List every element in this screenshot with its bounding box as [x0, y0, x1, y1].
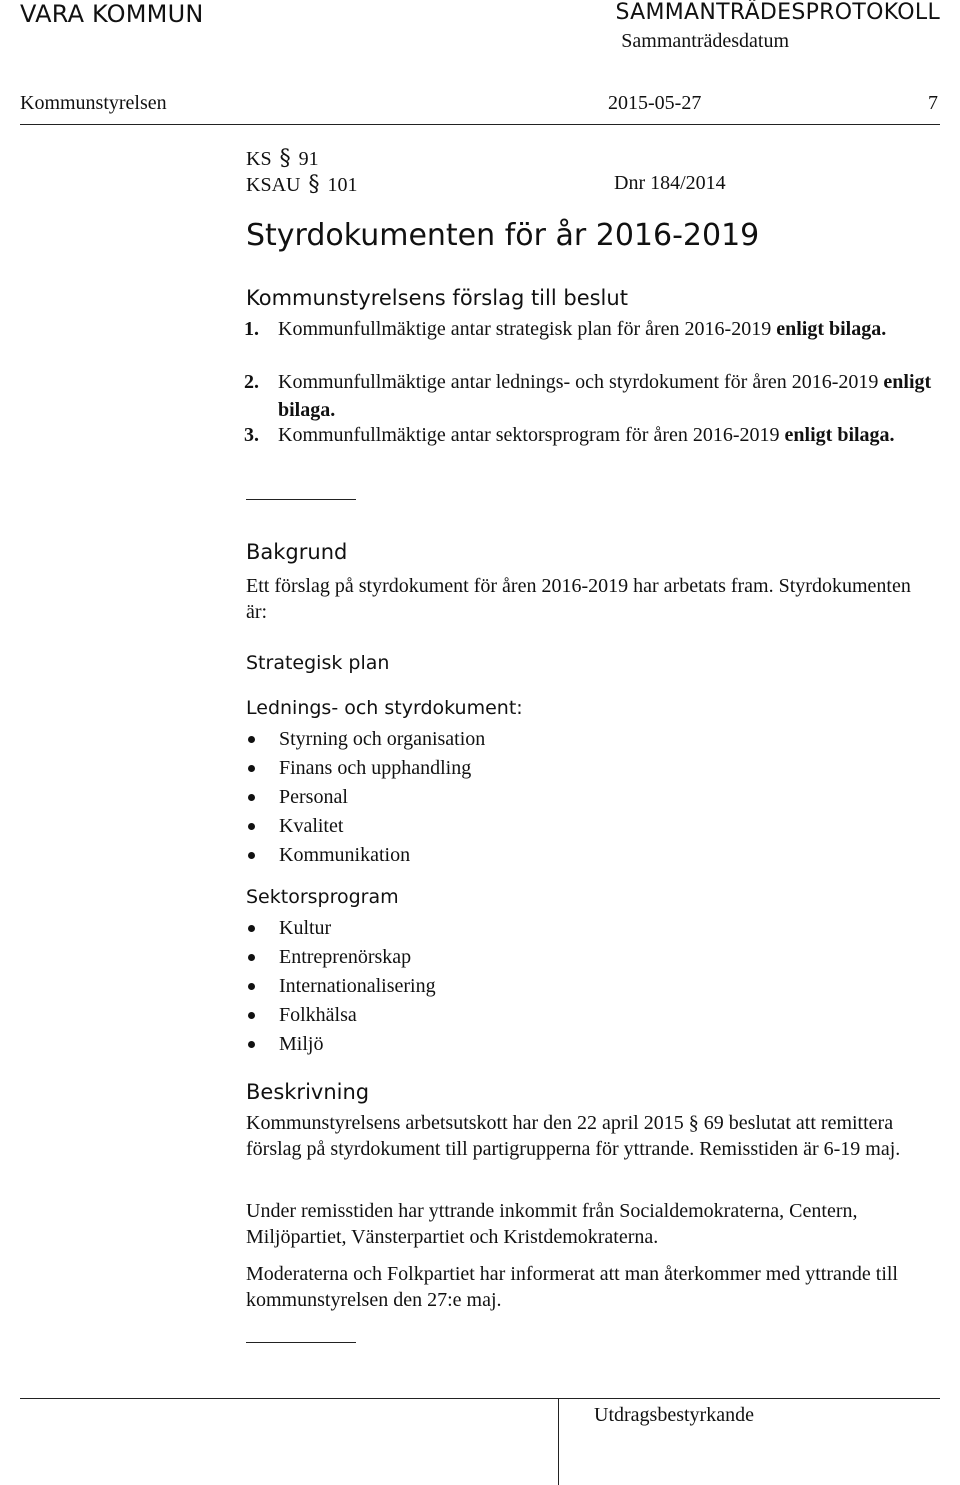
strategic-plan-heading: Strategisk plan: [246, 652, 390, 674]
bullet-icon: [248, 765, 255, 772]
list-item: [246, 725, 485, 754]
list-item: [246, 812, 485, 841]
proposal-item-text: Kommunfullmäktige antar lednings- och styrdokument för åren 2016-2019: [278, 371, 884, 393]
paragraph-sign: §: [308, 172, 320, 197]
proposal-item-bold: enligt bilaga.: [776, 318, 887, 340]
bullet-icon: [248, 954, 255, 961]
proposal-item: [244, 315, 938, 343]
list-item: [246, 972, 436, 1001]
meeting-date-label: Sammanträdesdatum: [621, 30, 789, 52]
list-item: [246, 1001, 436, 1030]
list-item-label: Personal: [279, 786, 348, 808]
ks-reference: [246, 146, 319, 171]
list-item: [246, 1030, 436, 1059]
paragraph-sign: §: [279, 146, 291, 171]
list-item-label: Miljö: [279, 1033, 324, 1055]
proposal-item-bold: enligt bilaga.: [278, 371, 932, 421]
list-item: [246, 914, 436, 943]
organization-name: VARA KOMMUN: [20, 0, 204, 28]
list-item: [246, 841, 485, 870]
ksau-label: KSAU: [246, 174, 301, 196]
list-item: [246, 943, 436, 972]
page-number: 7: [928, 92, 938, 114]
list-item-label: Finans och upphandling: [279, 757, 472, 779]
proposal-item-text: Kommunfullmäktige antar sektorsprogram för åren 2016-2019: [278, 424, 785, 446]
committee-name: Kommunstyrelsen: [20, 92, 167, 114]
ks-number: 91: [298, 148, 319, 170]
list-item: [246, 783, 485, 812]
list-item-label: Entreprenörskap: [279, 946, 412, 968]
bullet-icon: [248, 1041, 255, 1048]
ks-label: KS: [246, 148, 272, 170]
list-item: [246, 754, 485, 783]
proposal-item-text: Kommunfullmäktige antar strategisk plan för åren 2016-2019: [278, 318, 777, 340]
description-paragraph: Moderaterna och Folkpartiet har informerat att man återkommer med yttrande till kommunstyrelsen den 27:e maj.: [246, 1263, 898, 1311]
footer-divider: [20, 1398, 940, 1399]
bullet-icon: [248, 925, 255, 932]
list-item-label: Internationalisering: [279, 975, 436, 997]
signature-label: Utdragsbestyrkande: [594, 1404, 754, 1426]
ksau-number: 101: [327, 174, 358, 196]
proposal-heading: Kommunstyrelsens förslag till beslut: [246, 286, 628, 310]
background-text: Ett förslag på styrdokument för åren 2016-2019 har arbetats fram. Styrdokumenten är:: [246, 575, 911, 623]
list-item-label: Styrning och organisation: [279, 728, 486, 750]
proposal-item-bold: enligt bilaga.: [784, 424, 895, 446]
list-item-label: Kvalitet: [279, 815, 344, 837]
list-item-label: Kultur: [279, 917, 332, 939]
bullet-icon: [248, 983, 255, 990]
proposal-item: [244, 421, 938, 449]
bullet-icon: [248, 823, 255, 830]
proposal-item-number: 2.: [244, 371, 259, 393]
proposal-item-number: 3.: [244, 424, 259, 446]
document-type: SAMMANTRÄDESPROTOKOLL: [615, 0, 940, 25]
section-divider: [246, 499, 356, 500]
page-title: Styrdokumenten för år 2016-2019: [246, 218, 760, 253]
meeting-date: 2015-05-27: [608, 92, 702, 114]
bullet-icon: [248, 794, 255, 801]
header-divider: [20, 124, 940, 125]
diary-number: Dnr 184/2014: [614, 172, 726, 194]
list-item-label: Folkhälsa: [279, 1004, 357, 1026]
sector-list: [246, 914, 436, 1059]
description-paragraph: Under remisstiden har yttrande inkommit från Socialdemokraterna, Centern, Miljöpartiet, Vänsterpartiet och Kristdemokraterna.: [246, 1200, 858, 1248]
bullet-icon: [248, 736, 255, 743]
proposal-item-number: 1.: [244, 318, 259, 340]
footer-column-divider: [558, 1398, 559, 1485]
bullet-icon: [248, 852, 255, 859]
bullet-icon: [248, 1012, 255, 1019]
background-heading: Bakgrund: [246, 540, 348, 564]
description-paragraph: Kommunstyrelsens arbetsutskott har den 22 april 2015 § 69 beslutat att remittera förslag på styrdokument till partigrupperna för yttrande. Remisstiden är 6-19 maj.: [246, 1112, 901, 1160]
description-heading: Beskrivning: [246, 1080, 370, 1104]
governance-heading: Lednings- och styrdokument:: [246, 697, 523, 719]
list-item-label: Kommunikation: [279, 844, 411, 866]
section-divider: [246, 1342, 356, 1343]
sector-heading: Sektorsprogram: [246, 886, 399, 908]
ksau-reference: [246, 172, 357, 197]
governance-list: [246, 725, 485, 870]
proposal-item: [244, 368, 938, 424]
